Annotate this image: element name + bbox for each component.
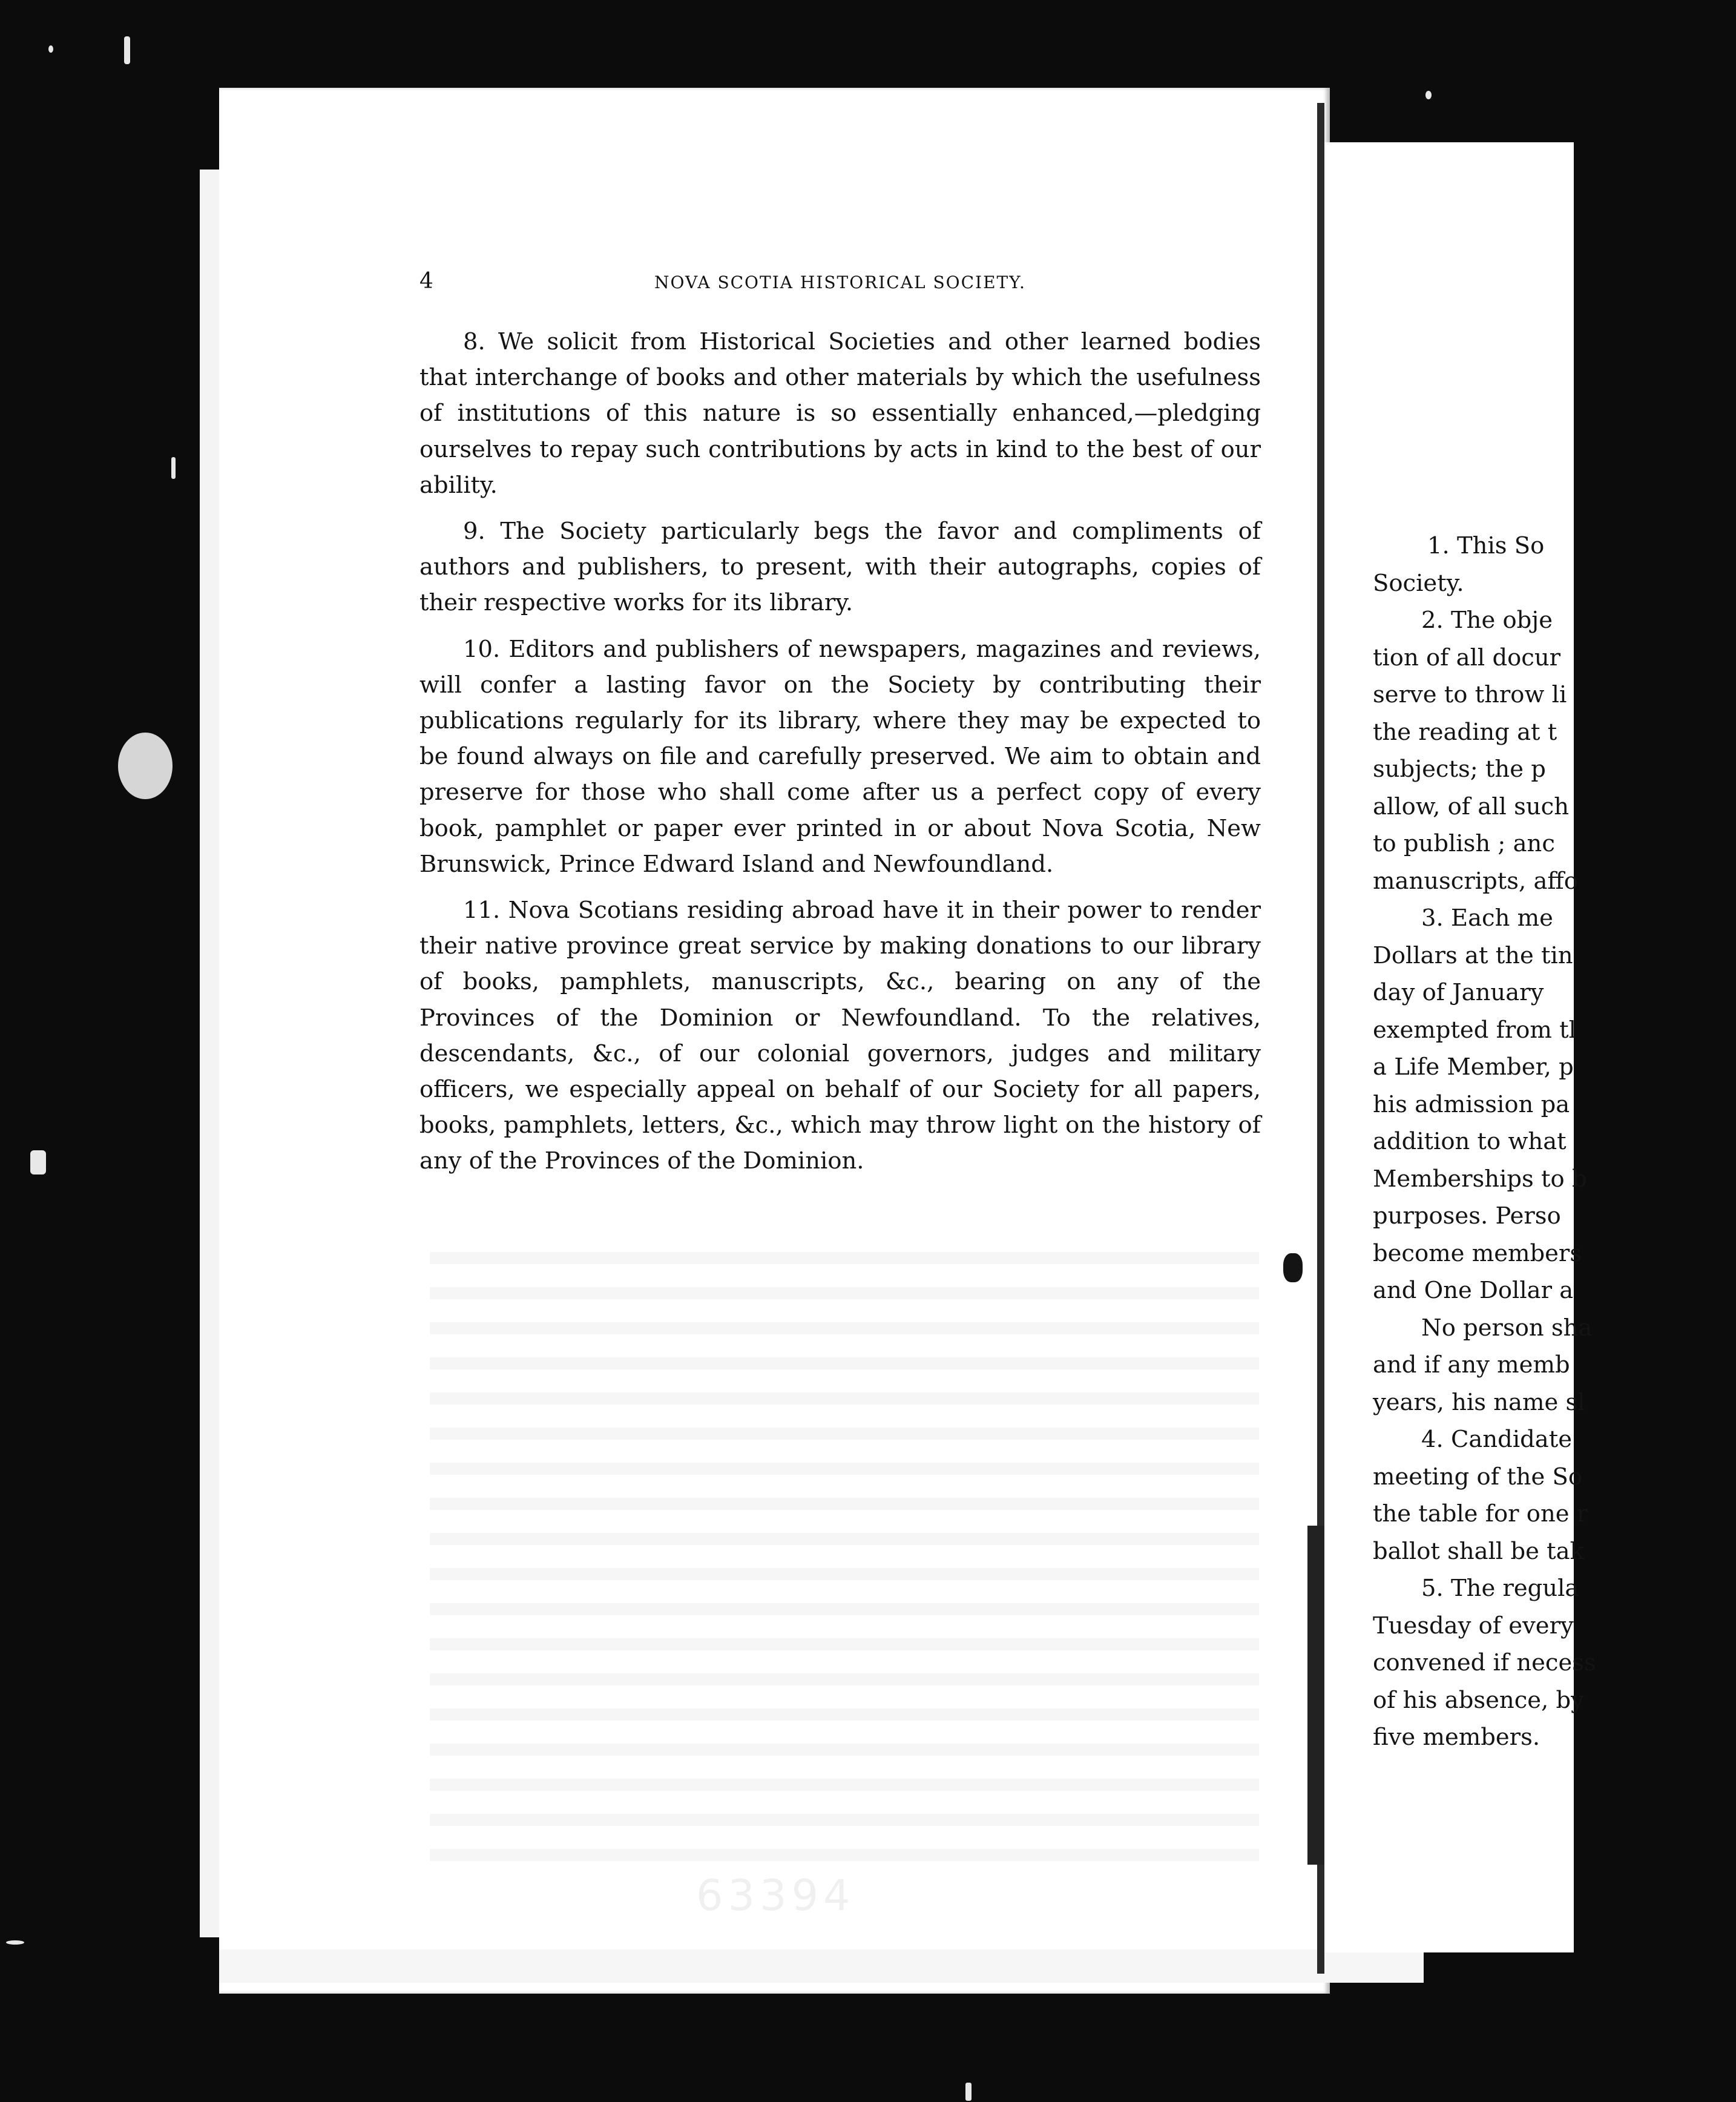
text-line: 3. Each me: [1421, 904, 1553, 932]
text-line: serve to throw li: [1373, 681, 1567, 708]
text-line: Tuesday of every: [1373, 1612, 1574, 1639]
text-line: of his absence, by: [1373, 1686, 1584, 1714]
text-line: five members.: [1373, 1724, 1540, 1751]
text-line: ballot shall be tak: [1373, 1537, 1584, 1565]
paragraph-10: 10. Editors and publishers of newspapers, magazines and reviews, will confer a lasting favor on the Society by contributing their publications regularly for its library, where they may be expected to be found always on file and carefully preserved. We aim to obtain and preserve for those who shall come after us a perfect copy of every book, pamphlet or paper ever printed in or about Nova Scotia, New Brunswick, Prince Edward Island and Newfoundland.: [419, 635, 1261, 878]
dust-speck: [1425, 91, 1432, 99]
text-line: 2. The obje: [1421, 607, 1553, 634]
text-line: his admission pa: [1373, 1090, 1570, 1118]
page-number: 4: [419, 269, 433, 294]
text-line: to publish ; anc: [1373, 830, 1555, 857]
text-line: the reading at t: [1373, 718, 1557, 746]
text-line: meeting of the So: [1373, 1463, 1583, 1491]
text-line: 5. The regula: [1421, 1575, 1579, 1602]
dust-speck: [124, 36, 130, 64]
text-line: manuscripts, affo: [1373, 867, 1578, 895]
dust-speck: [30, 1150, 46, 1175]
text-line: Memberships to b: [1373, 1165, 1587, 1193]
text-line: years, his name sl: [1373, 1388, 1585, 1416]
right-page-text: [1373, 527, 1736, 1756]
faint-stamp: 63394: [696, 1871, 855, 1920]
text-line: purposes. Perso: [1373, 1202, 1561, 1230]
text-line: exempted from tl: [1373, 1016, 1576, 1044]
dust-speck: [171, 457, 176, 479]
text-line: a Life Member, p: [1373, 1053, 1574, 1081]
text-line: Dollars at the tin: [1373, 941, 1573, 969]
text-line: become members: [1373, 1239, 1582, 1267]
dust-speck: [965, 2083, 972, 2101]
torn-edge: [1307, 1526, 1324, 1865]
text-line: No person sha: [1421, 1314, 1593, 1342]
show-through-text: [430, 1229, 1259, 1865]
running-head: NOVA SCOTIA HISTORICAL SOCIETY.: [654, 272, 1026, 292]
text-line: and One Dollar a: [1373, 1277, 1574, 1304]
text-line: 4. Candidate: [1421, 1426, 1572, 1453]
text-line: addition to what: [1373, 1128, 1567, 1155]
text-line: and if any memb: [1373, 1351, 1570, 1379]
paragraph-11: 11. Nova Scotians residing abroad have it in their power to render their native province great service by making donations to our library of books, pamphlets, manuscripts, &c., bearing on any of the Provinces of the Dominion or Newfoundland. To the relatives, descendants, &c., of our colonial governors, judges and military officers, we especially appeal on behalf of our Society for all papers, books, pamphlets, letters, &c., which may throw light on the history of any of the Provinces of the Dominion.: [419, 897, 1261, 1175]
text-line: Society.: [1373, 569, 1464, 597]
text-line: allow, of all such: [1373, 792, 1570, 820]
text-line: day of January: [1373, 979, 1544, 1006]
left-page-body: [419, 324, 1261, 1190]
text-line: 1. This So: [1427, 532, 1545, 559]
paragraph-8: 8. We solicit from Historical Societies and other learned bodies that interchange of books and other materials by which the usefulness of institutions of this nature is so essentially enhanced,—pledging ourselves to repay such contributions by acts in kind to the best of our ability.: [419, 328, 1261, 499]
page-bottom-strip: [219, 1949, 1424, 1983]
dust-speck: [6, 1940, 24, 1945]
paragraph-9: 9. The Society particularly begs the favor and compliments of authors and publishers, to present, with their autographs, copies of their respective works for its library.: [419, 518, 1261, 617]
text-line: subjects; the p: [1373, 756, 1546, 783]
text-line: the table for one r: [1373, 1500, 1588, 1527]
page-header: [419, 269, 1261, 299]
text-line: convened if necess: [1373, 1649, 1596, 1676]
text-line: tion of all docur: [1373, 644, 1561, 671]
torn-edge: [1283, 1253, 1303, 1282]
dust-speck: [48, 45, 53, 53]
dust-speck: [118, 733, 173, 799]
